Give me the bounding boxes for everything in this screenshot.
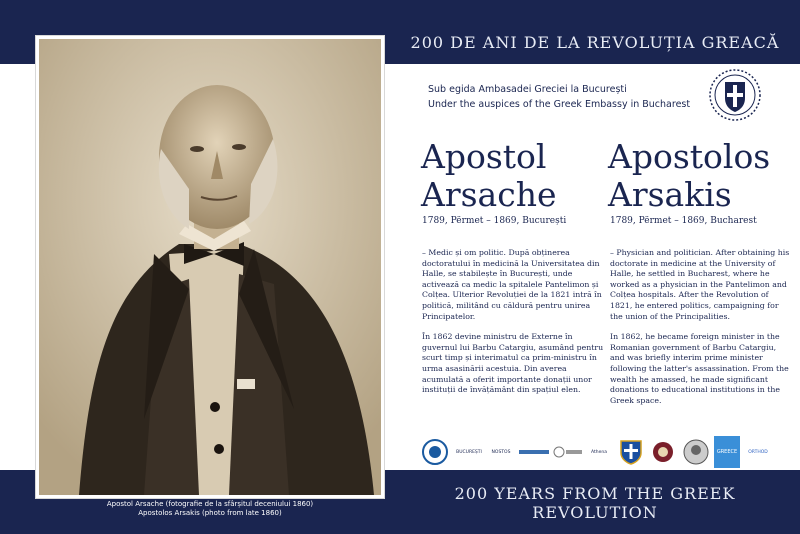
seal-logo-icon (420, 436, 450, 468)
partner-logo-icon (518, 436, 550, 468)
name-en-line1: Apostolos (608, 137, 771, 176)
photo-caption (36, 500, 384, 518)
bio-ro-paragraph-2: În 1862 devine ministru de Externe în guvernul lui Barbu Catargiu, asumând pentru scurt timp și interimatul ca prim-ministru în urma asasinării acestuia. Din averea acumulată a oferit importante donații unor instituții de învățământ din spațiul elen. (422, 332, 604, 395)
greek-coat-of-arms-icon (708, 68, 762, 122)
portrait-photo (39, 39, 381, 495)
photo-caption-en: Apostolos Arsakis (photo from late 1860) (138, 509, 282, 517)
auspices-text (428, 82, 698, 112)
dates-romanian: 1789, Përmet – 1869, București (422, 216, 567, 226)
athena-logo (586, 436, 612, 468)
auspices-en: Under the auspices of the Greek Embassy in Bucharest (428, 99, 691, 110)
bio-en-paragraph-1: – Physician and politician. After obtaining his doctorate in medicine at the University of Halle, he settled in Bucharest, where he worked as a physician in the Pantelimon and Colțea hospitals. After the Revolution of 1821, he entered politics, campaigning for the union of the Principalities. (610, 248, 790, 321)
footer-title: 200 YEARS FROM THE GREEK REVOLUTION (454, 484, 736, 522)
portrait-frame (36, 36, 384, 498)
bio-en-paragraph-2: In 1862, he became foreign minister in the Romanian government of Barbu Catargiu, and was briefly interim prime minister following the latter's assassination. From the wealth he amassed, he made significant donations to educational institutions in the Greek space. (610, 332, 789, 405)
bucuresti-logo (454, 436, 484, 468)
auspices-ro: Sub egida Ambasadei Greciei la București (428, 84, 627, 95)
partner-logos (420, 436, 775, 468)
header-title: 200 DE ANI DE LA REVOLUȚIA GREACĂ (410, 33, 780, 52)
athena-logo-text: Athena (591, 449, 607, 455)
orthodox-logo-text: ORTHOD (748, 449, 768, 455)
greece-logo (714, 436, 740, 468)
portrait-coin-logo-icon (682, 436, 710, 468)
nostos-logo-text: NOSTOS (491, 449, 511, 455)
name-english (608, 138, 770, 214)
bio-english (610, 248, 792, 406)
bucuresti-logo-text: BUCUREȘTI (456, 449, 482, 455)
bio-ro-paragraph-1: – Medic și om politic. După obținerea doctoratului în medicină la Universitatea din Halle, se stabilește în București, unde activează ca medic la spitalele Pantelimon și Colțea. Ulterior Revoluției de la 1821 intră în politică, militând cu căldură pentru unirea Principatelor. (422, 248, 602, 321)
name-en-line2: Arsakis (608, 175, 732, 214)
dates-english: 1789, Përmet – 1869, Bucharest (610, 216, 757, 226)
greece-logo-text: GREECE (716, 448, 738, 455)
cross-shield-logo-icon (618, 436, 644, 468)
round-seal-logo-icon (650, 436, 676, 468)
orthodox-logo (744, 436, 772, 468)
foundation-logo-icon (552, 436, 584, 468)
name-ro-line1: Apostol (421, 137, 547, 176)
name-ro-line2: Arsache (421, 175, 557, 214)
name-romanian (421, 138, 556, 214)
bio-romanian (422, 248, 604, 396)
nostos-logo (486, 436, 516, 468)
photo-caption-ro: Apostol Arsache (fotografie de la sfârșitul deceniului 1860) (106, 500, 314, 508)
